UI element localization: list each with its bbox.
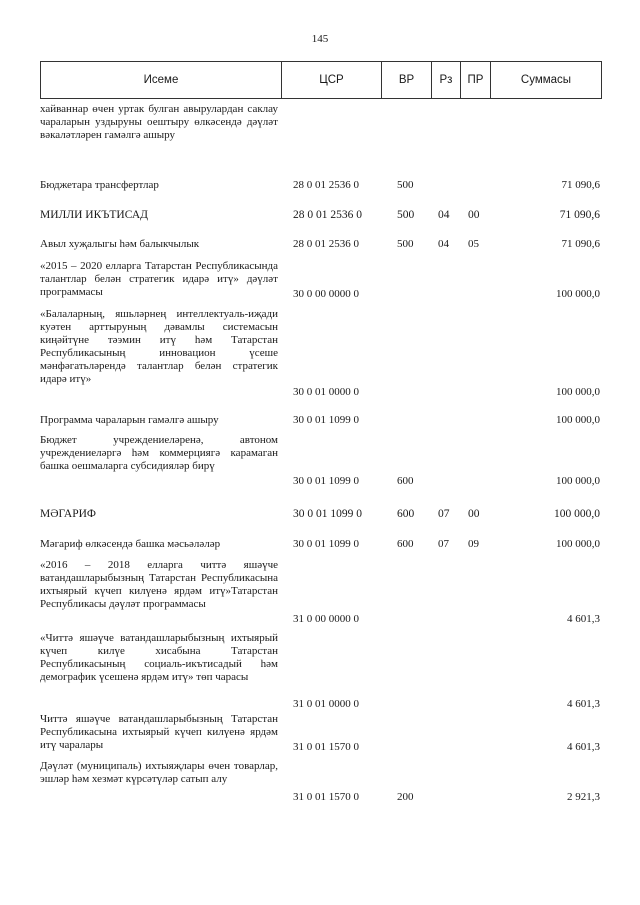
table-row: [40, 260, 602, 302]
row-name: Мәгариф өлкәсендә башка мәсьәләләр: [40, 538, 221, 550]
row-vr: 200: [397, 791, 414, 803]
table-row: [40, 209, 602, 223]
table-row: [40, 538, 602, 552]
row-csr: 28 0 01 2536 0: [293, 238, 359, 250]
table-row: [40, 434, 602, 488]
row-vr: 600: [397, 538, 414, 550]
table-row: [40, 238, 602, 252]
row-name: МИЛЛИ ИКЪТИСАД: [40, 209, 148, 221]
row-pr: 00: [468, 209, 480, 221]
row-sum: 2 921,3: [567, 791, 600, 803]
row-csr: 30 0 01 0000 0: [293, 386, 359, 398]
header-sum: Суммасы: [490, 62, 601, 98]
row-csr: 31 0 01 1570 0: [293, 741, 359, 753]
row-name: Бюджет учреждениеләренә, автоном учреждениеләргә һәм коммерциягә карамаган башка оешмаларга субсидияләр бирү: [40, 434, 278, 472]
header-csr: ЦСР: [281, 62, 381, 98]
row-name: Бюджетара трансфертлар: [40, 179, 159, 191]
row-name: «2016 – 2018 елларга читтә яшәүче ватандашларыбызның Татарстан Республикасына ихтыярый күчеп килүенә ярдәм итү»Татарстан Республикасы дәүләт программасы: [40, 559, 278, 610]
table-row: [40, 179, 602, 193]
row-rz: 04: [438, 238, 449, 250]
header-vr: ВР: [381, 62, 431, 98]
row-name: Дәүләт (муниципаль) ихтыяҗлары өчен товарлар, эшләр һәм хезмәт күрсәтүләр сатып алу: [40, 760, 278, 785]
row-name: «2015 – 2020 елларга Татарстан Республикасында талантлар белән стратегик идарә итү» дәүләт программасы: [40, 260, 278, 298]
row-sum: 100 000,0: [556, 414, 600, 426]
row-sum: 4 601,3: [567, 613, 600, 625]
row-csr: 30 0 01 1099 0: [293, 508, 362, 520]
row-sum: 100 000,0: [554, 508, 600, 520]
row-csr: 30 0 01 1099 0: [293, 475, 359, 487]
row-csr: 30 0 01 1099 0: [293, 414, 359, 426]
row-name: хайваннар өчен уртак булган авырулардан саклау чараларын уздыруны оештыру өлкәсендә дәүләт вәкаләтләрен гамәлгә ашыру: [40, 103, 278, 141]
table-row: [40, 713, 602, 755]
table-row: [40, 508, 602, 522]
row-name: «Читтә яшәүче ватандашларыбызның ихтыярый күчеп килүе хисабына Татарстан Республикасының социаль-икътисадый һәм демографик үсешенә ярдәм итү» төп чарасы: [40, 632, 278, 683]
row-sum: 71 090,6: [561, 238, 600, 250]
table-row: [40, 632, 602, 710]
budget-table: [40, 61, 602, 803]
row-name: Авыл хуҗалыгы һәм балыкчылык: [40, 238, 200, 250]
row-pr: 00: [468, 508, 480, 520]
row-csr: 28 0 01 2536 0: [293, 179, 359, 191]
row-vr: 500: [397, 179, 414, 191]
header-pr: ПР: [460, 62, 490, 98]
row-pr: 09: [468, 538, 479, 550]
header-rz: Рз: [431, 62, 460, 98]
row-sum: 100 000,0: [556, 475, 600, 487]
table-row: [40, 414, 602, 428]
header-name: Исеме: [143, 74, 179, 86]
row-rz: 07: [438, 508, 450, 520]
table-row: [40, 559, 602, 627]
table-row: [40, 308, 602, 400]
row-vr: 600: [397, 475, 414, 487]
row-name: Читтә яшәүче ватандашларыбызның Татарстан Республикасына ихтыярый күчеп килүенә ярдәм итү чаралары: [40, 713, 278, 751]
row-pr: 05: [468, 238, 479, 250]
row-csr: 31 0 01 1570 0: [293, 791, 359, 803]
page-number: 145: [311, 33, 329, 45]
row-name: «Балаларның, яшьләрнең интеллектуаль-иҗади куәтен арттыруның дәвамлы системасын киңәйтүне тәэмин итү һәм Татарстан Республикасының инновацион үсеше мәнфәгатьләрендә талантлар белән стратегик идарә итү»: [40, 308, 278, 385]
row-csr: 28 0 01 2536 0: [293, 209, 362, 221]
row-sum: 71 090,6: [559, 209, 600, 221]
row-vr: 600: [397, 508, 415, 520]
row-sum: 4 601,3: [567, 698, 600, 710]
row-sum: 71 090,6: [561, 179, 600, 191]
row-csr: 31 0 00 0000 0: [293, 613, 359, 625]
row-sum: 100 000,0: [556, 288, 600, 300]
row-name: МӘГАРИФ: [40, 508, 97, 520]
row-sum: 100 000,0: [556, 538, 600, 550]
row-csr: 31 0 01 0000 0: [293, 698, 359, 710]
row-rz: 04: [438, 209, 450, 221]
row-csr: 30 0 01 1099 0: [293, 538, 359, 550]
row-sum: 100 000,0: [556, 386, 600, 398]
table-header: [40, 61, 602, 99]
row-vr: 500: [397, 209, 415, 221]
row-rz: 07: [438, 538, 449, 550]
table-row: [40, 103, 602, 163]
row-sum: 4 601,3: [567, 741, 600, 753]
row-csr: 30 0 00 0000 0: [293, 288, 359, 300]
table-row: [40, 760, 602, 804]
row-name: Программа чараларын гамәлгә ашыру: [40, 414, 219, 426]
row-vr: 500: [397, 238, 414, 250]
